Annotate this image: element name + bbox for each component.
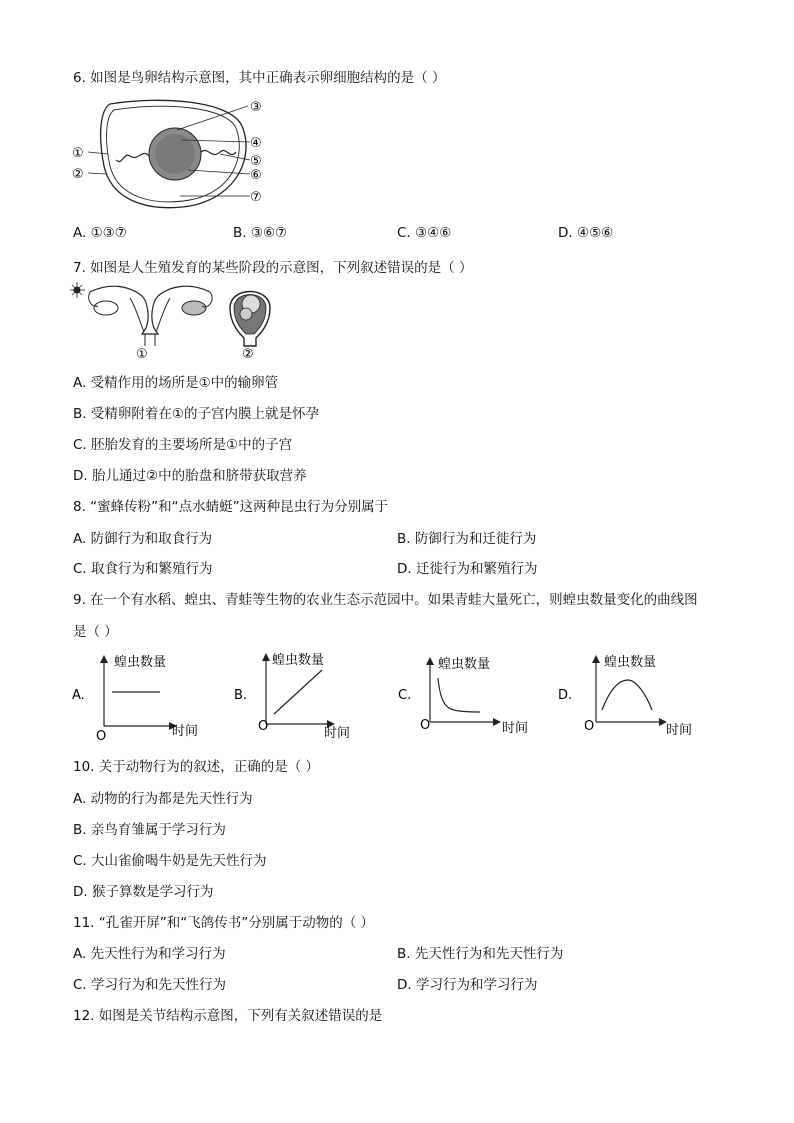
graph-c-letter: C. <box>398 688 412 703</box>
q10-option-b[interactable]: B. 亲鸟育雏属于学习行为 <box>73 822 226 838</box>
reproduction-diagram <box>70 278 290 362</box>
question-12-stem: 12. 如图是关节结构示意图，下列有关叙述错误的是 <box>73 1008 383 1024</box>
question-10-stem: 10. 关于动物行为的叙述，正确的是（ ） <box>73 759 320 775</box>
q11-option-b[interactable]: B. 先天性行为和先天性行为 <box>397 946 564 962</box>
q11-option-c[interactable]: C. 学习行为和先天性行为 <box>73 977 227 993</box>
egg-label-5: ⑤ <box>250 154 262 169</box>
fig7-label-2: ② <box>242 347 254 362</box>
q8-option-a[interactable]: A. 防御行为和取食行为 <box>73 531 213 547</box>
q6-option-a[interactable]: A. ①③⑦ <box>73 225 127 241</box>
ovary-right <box>182 301 206 315</box>
q8-option-d[interactable]: D. 迁徙行为和繁殖行为 <box>397 561 538 577</box>
graph-c-ylabel: 蝗虫数量 <box>438 657 491 672</box>
q7-option-b[interactable]: B. 受精卵附着在①的子宫内膜上就是怀孕 <box>73 406 319 422</box>
q10-option-d[interactable]: D. 猴子算数是学习行为 <box>73 884 214 900</box>
fig7-label-1: ① <box>136 347 148 362</box>
graph-a-ylabel: 蝗虫数量 <box>114 655 167 670</box>
graph-b-xlabel: 时间 <box>324 726 351 741</box>
ovary-left <box>94 301 118 315</box>
graph-a-origin: O <box>96 729 107 744</box>
q7-option-c[interactable]: C. 胚胎发育的主要场所是①中的子宫 <box>73 437 293 453</box>
graph-c-xlabel: 时间 <box>502 721 529 736</box>
question-9-stem-line1: 9. 在一个有水稻、蝗虫、青蛙等生物的农业生态示范园中。如果青蛙大量死亡，则蝗虫数量变化的曲线图 <box>73 592 698 608</box>
chalaza-right <box>201 150 236 154</box>
q6-option-d[interactable]: D. ④⑤⑥ <box>558 225 614 241</box>
graph-a-letter: A. <box>72 688 85 703</box>
question-7-stem: 7. 如图是人生殖发育的某些阶段的示意图，下列叙述错误的是（ ） <box>73 260 473 276</box>
graph-d-origin: O <box>584 719 595 734</box>
graph-c-origin: O <box>420 718 431 733</box>
q7-option-a[interactable]: A. 受精作用的场所是①中的输卵管 <box>73 375 279 391</box>
graph-b-ylabel: 蝗虫数量 <box>272 653 325 668</box>
q10-option-a[interactable]: A. 动物的行为都是先天性行为 <box>73 791 253 807</box>
q8-option-b[interactable]: B. 防御行为和迁徙行为 <box>397 531 537 547</box>
question-8-stem: 8. “蜜蜂传粉”和“点水蜻蜓”这两种昆虫行为分别属于 <box>73 499 389 515</box>
egg-label-2: ② <box>72 167 84 182</box>
q11-option-d[interactable]: D. 学习行为和学习行为 <box>397 977 538 993</box>
egg-label-1: ① <box>72 146 84 161</box>
q9-graph-a[interactable] <box>70 650 210 745</box>
egg-label-4: ④ <box>250 136 262 151</box>
graph-d-ylabel: 蝗虫数量 <box>604 655 657 670</box>
graph-b-curve <box>274 670 322 714</box>
egg-label-7: ⑦ <box>250 190 262 205</box>
egg-label-3: ③ <box>250 100 262 115</box>
q6-option-c[interactable]: C. ③④⑥ <box>397 225 452 241</box>
chalaza-left <box>116 153 149 161</box>
question-11-stem: 11. “孔雀开屏”和“飞鸽传书”分别属于动物的（ ） <box>73 915 375 931</box>
q10-option-c[interactable]: C. 大山雀偷喝牛奶是先天性行为 <box>73 853 267 869</box>
q9-graph-c[interactable] <box>396 652 546 745</box>
q9-graph-b[interactable] <box>232 648 372 745</box>
q9-graph-d[interactable] <box>556 650 706 745</box>
question-6-stem: 6. 如图是鸟卵结构示意图，其中正确表示卵细胞结构的是（ ） <box>73 70 446 86</box>
egg-label-6: ⑥ <box>250 168 262 183</box>
graph-a-xlabel: 时间 <box>172 724 199 739</box>
bird-egg-diagram <box>70 96 270 214</box>
q6-option-b[interactable]: B. ③⑥⑦ <box>233 225 288 241</box>
question-9-stem-line2: 是（ ） <box>73 624 118 640</box>
graph-b-letter: B. <box>234 688 248 703</box>
q11-option-a[interactable]: A. 先天性行为和学习行为 <box>73 946 226 962</box>
graph-c-curve <box>438 678 480 712</box>
q7-option-d[interactable]: D. 胎儿通过②中的胎盘和脐带获取营养 <box>73 468 307 484</box>
graph-d-xlabel: 时间 <box>666 723 693 738</box>
q8-option-c[interactable]: C. 取食行为和繁殖行为 <box>73 561 213 577</box>
graph-d-letter: D. <box>558 688 573 703</box>
graph-d-curve <box>602 680 652 710</box>
graph-b-origin: O <box>258 719 269 734</box>
